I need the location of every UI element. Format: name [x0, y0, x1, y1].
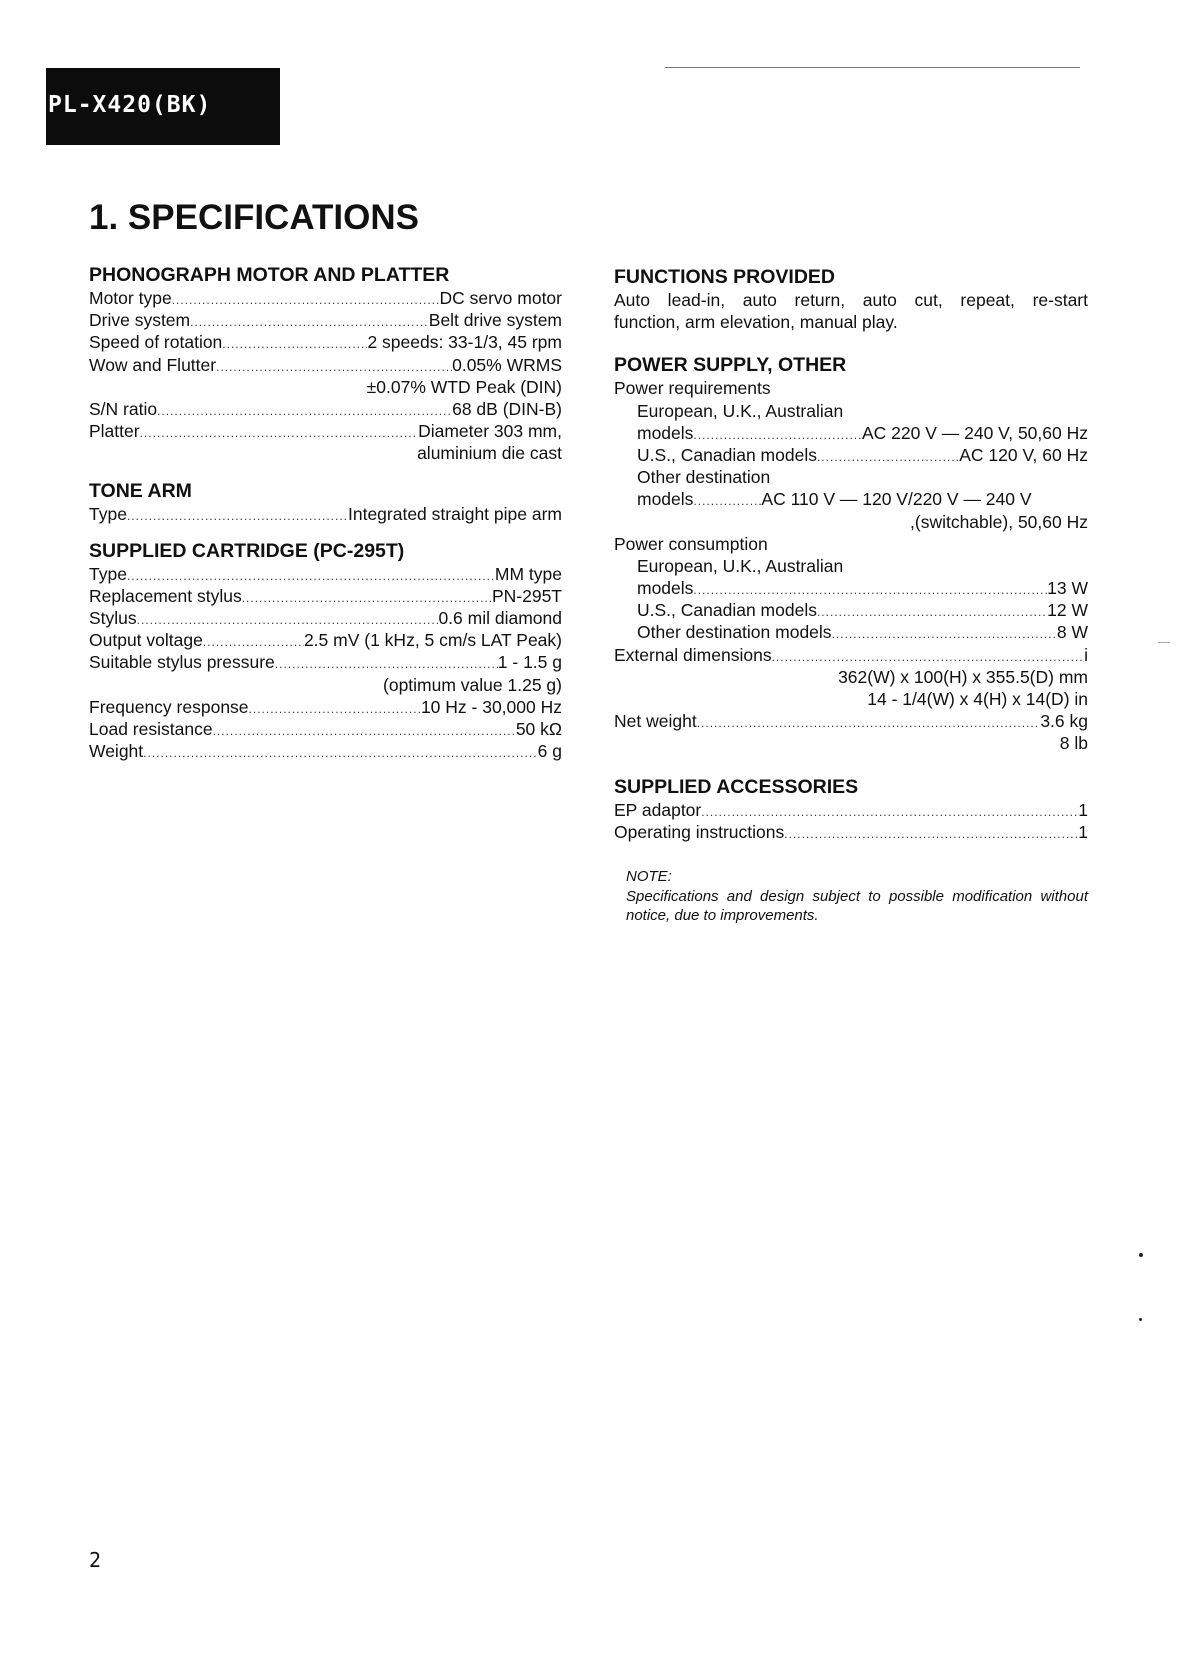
page-title: 1. SPECIFICATIONS	[89, 198, 419, 237]
note-label: NOTE:	[626, 867, 672, 885]
model-badge	[46, 68, 280, 145]
page-number: 2	[89, 1548, 102, 1572]
spec-label: Weight	[89, 741, 144, 762]
spec-value: 1	[1078, 799, 1088, 820]
spec-label: Wow and Flutter	[89, 354, 217, 375]
spec-row-sn-ratio	[89, 398, 562, 420]
spec-value: 8 W	[1056, 622, 1088, 643]
spec-label: Motor type	[89, 288, 172, 308]
spec-row-wow-flutter	[89, 354, 562, 376]
spec-value: 12 W	[1047, 600, 1088, 621]
spec-row-dimensions	[614, 644, 1088, 666]
left-column	[89, 263, 562, 762]
dot-leader	[127, 565, 495, 587]
spec-row-load-resistance	[89, 718, 562, 740]
spec-row-consumption-eu	[614, 577, 1088, 599]
spec-row-power-other	[614, 488, 1088, 510]
spec-row-motor-type	[89, 287, 562, 309]
spec-value: AC 220 V — 240 V, 50,60 Hz	[861, 422, 1088, 443]
dot-leader	[817, 446, 959, 468]
spec-value: i	[1084, 644, 1088, 665]
spec-label: External dimensions	[614, 644, 772, 665]
functions-section	[614, 265, 1088, 333]
spec-value: 2.5 mV (1 kHz, 5 cm/s LAT Peak)	[303, 630, 562, 651]
spec-sublabel: European, U.K., Australian	[637, 555, 844, 576]
spec-label: models	[637, 489, 694, 510]
dot-leader	[693, 579, 1047, 601]
dot-leader	[249, 698, 421, 720]
scan-speck	[1158, 642, 1170, 643]
spec-value: 0.6 mil diamond	[438, 608, 562, 629]
spec-label: Replacement stylus	[89, 585, 242, 606]
dot-leader	[172, 289, 440, 311]
tone-arm-section	[89, 479, 562, 525]
dot-leader	[140, 422, 418, 444]
functions-text-line: function, arm elevation, manual play.	[614, 312, 898, 333]
spec-row-stylus-pressure	[89, 651, 562, 673]
power-section	[614, 353, 1088, 754]
spec-label: EP adaptor	[614, 799, 702, 820]
spec-label: Platter	[89, 421, 140, 442]
spec-row-replacement-stylus	[89, 585, 562, 607]
spec-value: 6 g	[537, 741, 562, 762]
spec-continuation: 362(W) x 100(H) x 355.5(D) mm	[838, 666, 1088, 687]
spec-value: MM type	[494, 563, 562, 584]
spec-value: PN-295T	[491, 585, 562, 606]
dot-leader	[693, 424, 862, 446]
spec-label: Type	[89, 503, 127, 524]
spec-row-speed	[89, 331, 562, 353]
dot-leader	[127, 505, 348, 527]
spec-label: Operating instructions	[614, 821, 785, 842]
spec-label: Stylus	[89, 608, 137, 629]
section-title: SUPPLIED CARTRIDGE (PC-295T)	[89, 539, 405, 562]
spec-label: Other destination models	[637, 622, 832, 643]
spec-row-consumption-other	[614, 621, 1088, 643]
dot-leader	[697, 712, 1041, 734]
spec-row-power-us	[614, 444, 1088, 466]
spec-row-frequency-response	[89, 696, 562, 718]
spec-value: 1	[1078, 821, 1088, 842]
spec-row-ep-adaptor	[614, 799, 1088, 821]
spec-value: 68 dB (DIN-B)	[452, 398, 562, 419]
dot-leader	[222, 333, 367, 355]
spec-row-power-eu	[614, 422, 1088, 444]
dot-leader	[213, 720, 516, 742]
dot-leader	[784, 823, 1078, 845]
spec-value: 50 kΩ	[515, 719, 562, 739]
spec-continuation: 14 - 1/4(W) x 4(H) x 14(D) in	[867, 689, 1088, 709]
dot-leader	[693, 490, 761, 512]
right-column	[614, 265, 1088, 926]
spec-label: Frequency response	[89, 696, 249, 717]
dot-leader	[190, 311, 429, 333]
spec-row-instructions	[614, 821, 1088, 843]
spec-value: Integrated straight pipe arm	[347, 503, 562, 524]
spec-value: Belt drive system	[428, 310, 562, 331]
spec-value: Diameter 303 mm,	[418, 421, 562, 442]
spec-label: Output voltage	[89, 630, 203, 651]
spec-label: models	[637, 422, 694, 443]
spec-continuation: ±0.07% WTD Peak (DIN)	[366, 376, 562, 397]
spec-row-platter	[89, 420, 562, 442]
dot-leader	[203, 631, 304, 653]
spec-label: Drive system	[89, 310, 191, 331]
functions-text-line: Auto lead-in, auto return, auto cut, repeat, re-start	[614, 290, 1088, 310]
spec-continuation: ,(switchable), 50,60 Hz	[910, 511, 1088, 532]
spec-label: Suitable stylus pressure	[89, 652, 275, 673]
section-title: POWER SUPPLY, OTHER	[614, 354, 847, 377]
dot-leader	[772, 646, 1085, 668]
spec-value: 3.6 kg	[1040, 711, 1088, 732]
spec-continuation: 8 lb	[1059, 733, 1088, 754]
scan-speck	[1139, 1318, 1142, 1321]
spec-label: Load resistance	[89, 719, 213, 739]
spec-value: 13 W	[1047, 578, 1088, 599]
dot-leader	[701, 801, 1078, 823]
spec-label: Power requirements	[614, 378, 771, 399]
scan-speck	[1139, 1253, 1143, 1257]
dot-leader	[137, 609, 439, 631]
dot-leader	[157, 400, 452, 422]
spec-row-consumption-us	[614, 599, 1088, 621]
spec-row-stylus	[89, 607, 562, 629]
dot-leader	[275, 653, 498, 675]
note-text: Specifications and design subject to possible modification without notice, due to improvements.	[626, 887, 1088, 925]
spec-value: 2 speeds: 33-1/3, 45 rpm	[367, 332, 562, 353]
dot-leader	[143, 742, 538, 764]
dot-leader	[216, 356, 452, 378]
spec-label: U.S., Canadian models	[637, 600, 817, 621]
spec-continuation: (optimum value 1.25 g)	[383, 674, 562, 695]
spec-sublabel: European, U.K., Australian	[637, 400, 844, 421]
section-title: SUPPLIED ACCESSORIES	[614, 775, 859, 798]
spec-continuation: aluminium die cast	[417, 443, 562, 464]
section-title: TONE ARM	[89, 479, 192, 502]
cartridge-section	[89, 539, 562, 763]
accessories-section	[614, 775, 1088, 843]
spec-label: Type	[89, 563, 127, 584]
spec-value: 10 Hz - 30,000 Hz	[420, 696, 562, 717]
spec-label: S/N ratio	[89, 398, 158, 419]
spec-label: Power consumption	[614, 533, 768, 554]
spec-value: 0.05% WRMS	[452, 354, 562, 375]
spec-row-cartridge-type	[89, 563, 562, 585]
spec-row-arm-type	[89, 503, 562, 525]
spec-row-weight	[89, 740, 562, 762]
spec-label: Net weight	[614, 711, 697, 732]
spec-row-net-weight	[614, 710, 1088, 732]
section-title: PHONOGRAPH MOTOR AND PLATTER	[89, 264, 450, 286]
section-title: FUNCTIONS PROVIDED	[614, 266, 836, 288]
dot-leader	[832, 623, 1057, 645]
spec-row-drive-system	[89, 309, 562, 331]
spec-label: Speed of rotation	[89, 332, 223, 353]
dot-leader	[242, 587, 492, 609]
spec-label: U.S., Canadian models	[637, 444, 817, 465]
spec-value: DC servo motor	[439, 288, 562, 308]
spec-value: AC 110 V — 120 V/220 V — 240 V	[761, 489, 1032, 510]
spec-label: models	[637, 578, 694, 599]
header-rule	[665, 67, 1080, 68]
spec-row-output-voltage	[89, 629, 562, 651]
model-number: PL-X420(BK)	[48, 92, 212, 118]
spec-value: AC 120 V, 60 Hz	[959, 444, 1088, 465]
motor-section	[89, 263, 562, 465]
note-block	[614, 867, 1088, 926]
dot-leader	[817, 601, 1047, 623]
spec-sublabel: Other destination	[637, 467, 771, 488]
spec-value: 1 - 1.5 g	[497, 652, 562, 673]
